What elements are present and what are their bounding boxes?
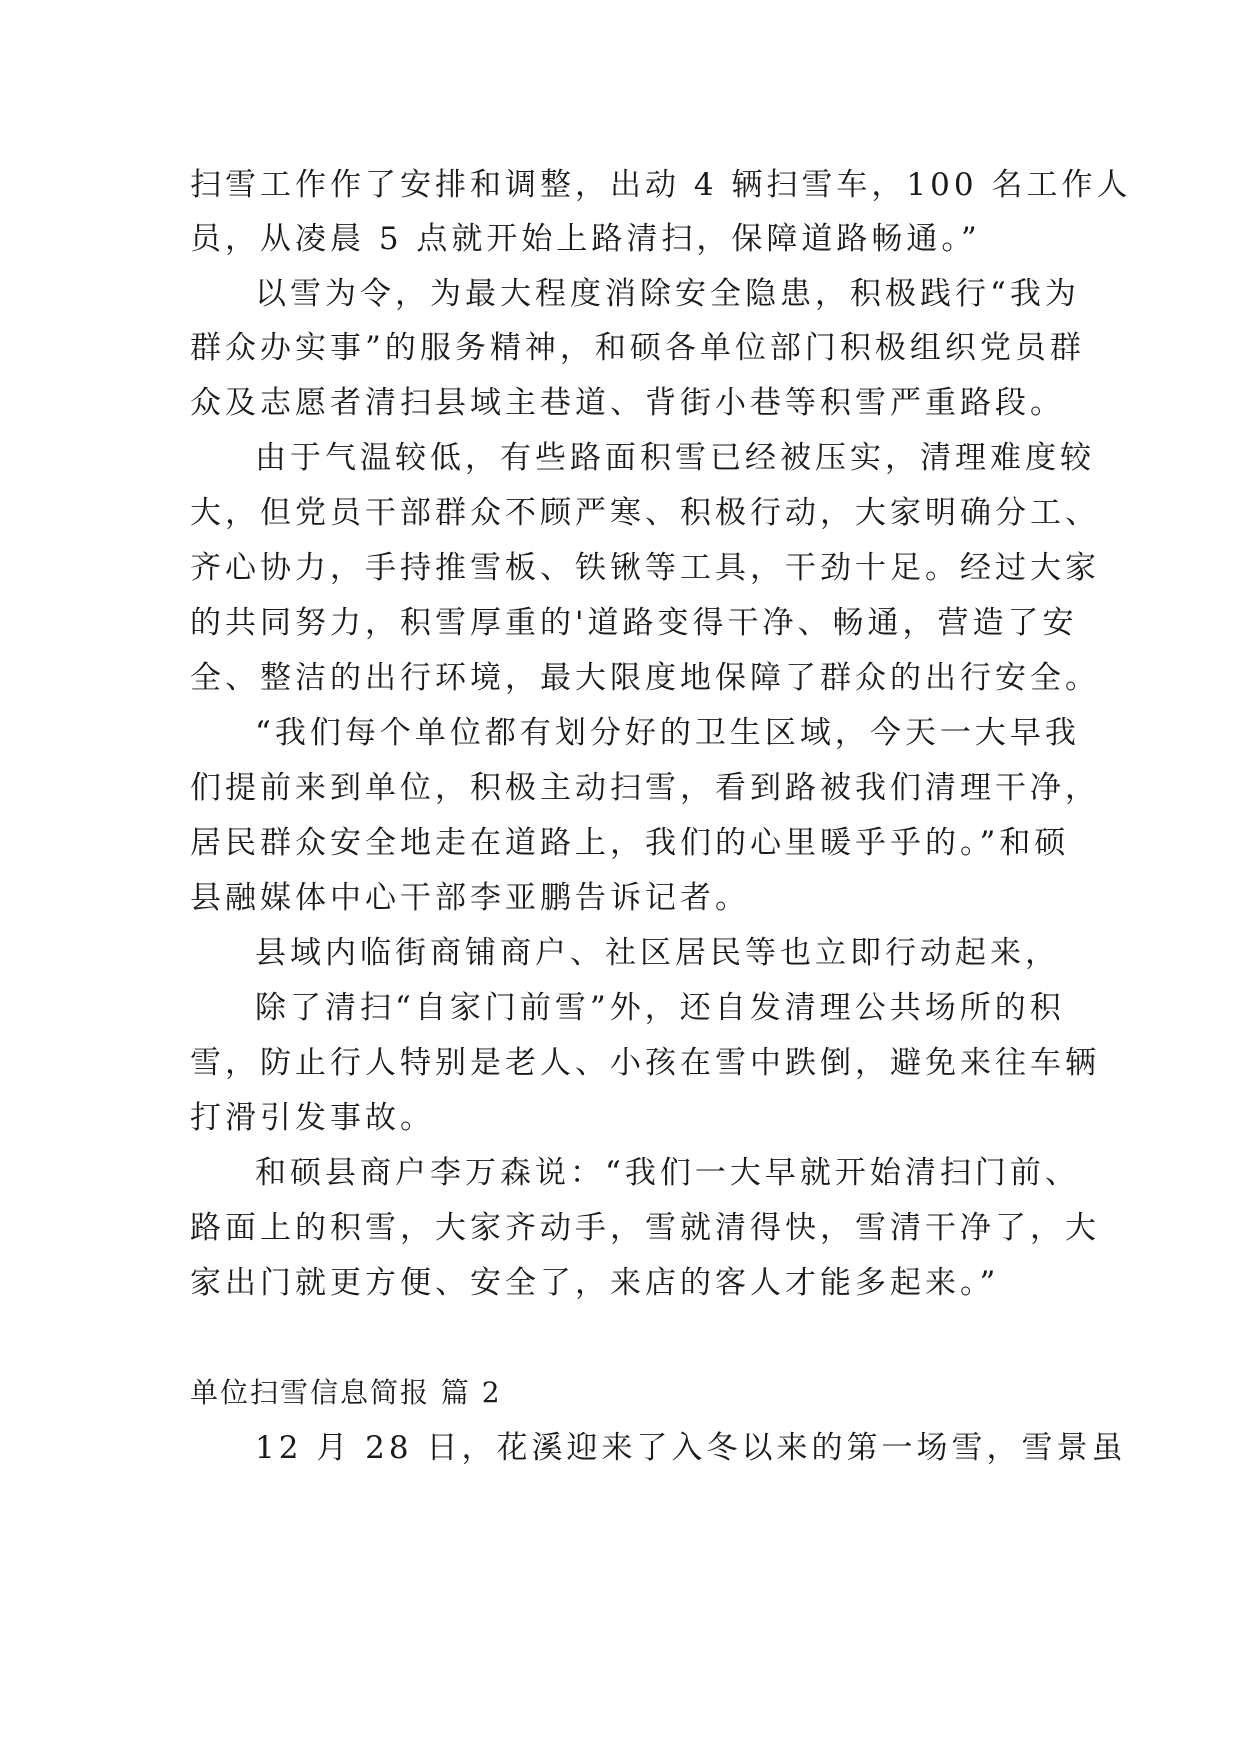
paragraph-line: 们提前来到单位，积极主动扫雪，看到路被我们清理干净， (190, 770, 1100, 806)
paragraph-line: 和硕县商户李万森说：“我们一大早就开始清扫门前、 (255, 1155, 1080, 1191)
paragraph-line: 扫雪工作作了安排和调整，出动 4 辆扫雪车，100 名工作人 (190, 167, 1132, 203)
paragraph-line: 打滑引发事故。 (190, 1100, 435, 1136)
paragraph-line: 居民群众安全地走在道路上，我们的心里暖乎乎的。”和硕 (190, 825, 1070, 861)
paragraph-line: 县域内临街商铺商户、社区居民等也立即行动起来， (255, 935, 1060, 971)
paragraph-line: 大，但党员干部群众不顾严寒、积极行动，大家明确分工、 (190, 495, 1100, 531)
paragraph-line: 雪，防止行人特别是老人、小孩在雪中跌倒，避免来往车辆 (190, 1045, 1100, 1081)
section-heading: 单位扫雪信息简报 篇 2 (190, 1376, 502, 1409)
paragraph-line: 的共同努力，积雪厚重的'道路变得干净、畅通，营造了安 (190, 605, 1078, 641)
paragraph-line: 齐心协力，手持推雪板、铁锹等工具，干劲十足。经过大家 (190, 550, 1100, 586)
paragraph-line: 员，从凌晨 5 点就开始上路清扫，保障道路畅通。” (190, 221, 981, 257)
paragraph-line: 除了清扫“自家门前雪”外，还自发清理公共场所的积 (255, 990, 1065, 1026)
paragraph-line: 家出门就更方便、安全了，来店的客人才能多起来。” (190, 1265, 1000, 1301)
paragraph-line: 众及志愿者清扫县域主巷道、背街小巷等积雪严重路段。 (190, 385, 1065, 421)
paragraph-line: 群众办实事”的服务精神，和硕各单位部门积极组织党员群 (190, 330, 1085, 366)
paragraph-line: “我们每个单位都有划分好的卫生区域，今天一大早我 (255, 715, 1080, 751)
paragraph-line: 全、整洁的出行环境，最大限度地保障了群众的出行安全。 (190, 660, 1100, 696)
paragraph-line: 县融媒体中心干部李亚鹏告诉记者。 (190, 880, 750, 916)
paragraph-line: 路面上的积雪，大家齐动手，雪就清得快，雪清干净了，大 (190, 1210, 1100, 1246)
paragraph-line: 以雪为令，为最大程度消除安全隐患，积极践行“我为 (255, 276, 1080, 312)
paragraph-line: 由于气温较低，有些路面积雪已经被压实，清理难度较 (255, 440, 1095, 476)
paragraph-line: 12 月 28 日，花溪迎来了入冬以来的第一场雪，雪景虽 (255, 1430, 1127, 1466)
